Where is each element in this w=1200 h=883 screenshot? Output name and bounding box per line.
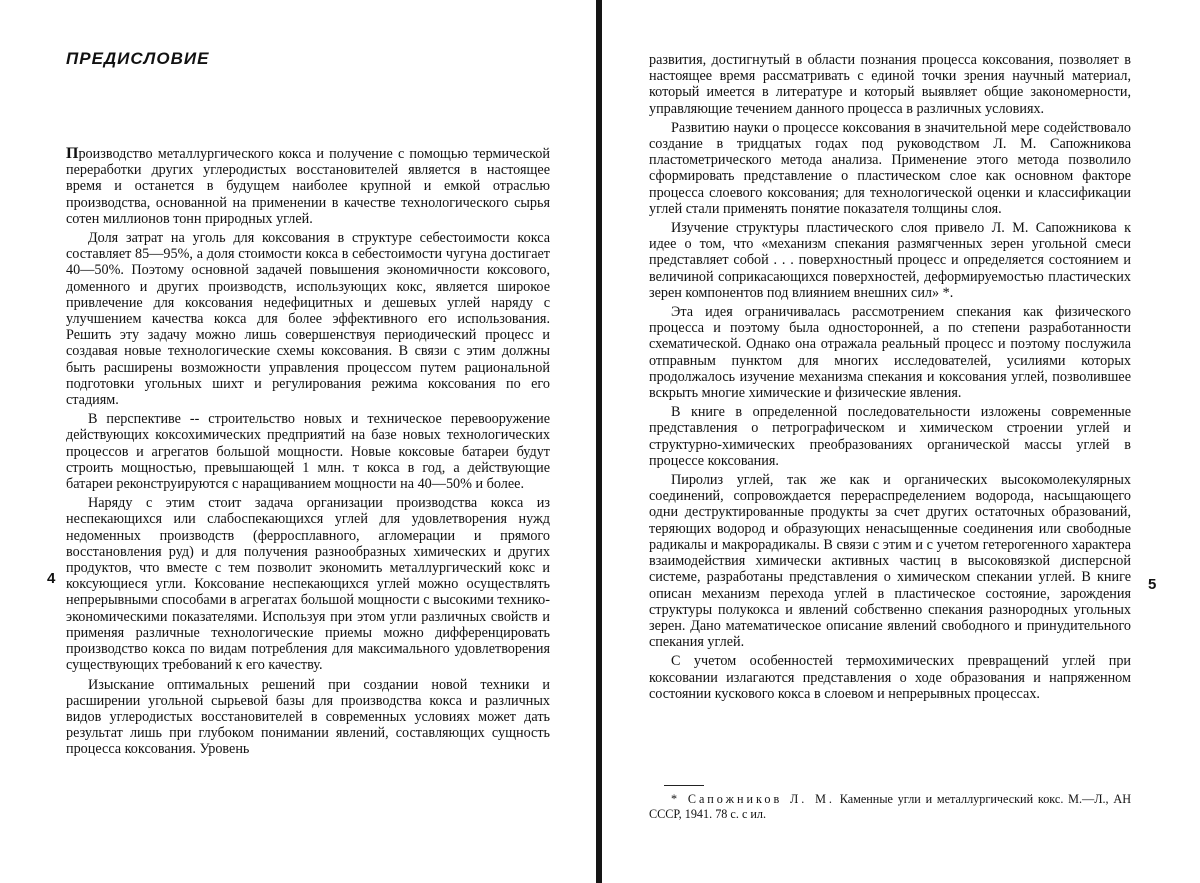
paragraph: Изучение структуры пластического слоя привело Л. М. Сапожникова к идее о том, что «механизм спекания размягченных зерен угольной смеси представляет собой . . . поверхностный процесс и определяется состоянием и величиной соприкасающихся поверхностей, деформируемостью пластических зерен компонентов под влиянием внешних сил» *. xyxy=(649,220,1131,301)
footnote xyxy=(649,792,1131,822)
paragraph: развития, достигнутый в области познания процесса коксования, позволяет в настоящее время рассматривать с единой точки зрения научный материал, который имеется в литературе и который выявляет общие закономерности, управляющие течением данного процесса в различных условиях. xyxy=(649,52,1131,117)
paragraph: В перспективе -- строительство новых и техническое перевооружение действующих коксохимических предприятий на базе новых технологических процессов и агрегатов большой мощности. Новые коксовые батареи будут строить мощностью, превышающей 1 млн. т кокса в год, а действующие батареи реконструируются с наращиванием мощности на 40—50% и более. xyxy=(66,411,550,493)
paragraph: Пиролиз углей, так же как и органических высокомолекулярных соединений, сопровождается перераспределением водорода, насыщающего одни деструктированные продукты за счет других остаточных образований, теряющих водород и образующих ненасыщенные соединения или свободные радикалы и макрорадикалы. В связи с этим и с учетом гетерогенного характера взаимодействия химически активных частиц в высоковязкой дисперсной системе, разработаны представления о химическом спекании углей. В книге описан механизм перехода углей в пластическое состояние, зарождения структуры полукокса и явлений собственно спекания разнородных угольных зерен. Дано математическое описание явлений свободного и принудительного спекания углей. xyxy=(649,472,1131,651)
paragraph: Изыскание оптимальных решений при создании новой техники и расширении угольной сырьевой базы для производства кокса и различных видов углеродистых восстановителей в современных условиях может дать результат лишь при глубоком понимании явлений, составляющих сущность процесса коксования. Уровень xyxy=(66,676,550,758)
footnote-author: * Сапожников Л. М. xyxy=(671,792,835,806)
left-page xyxy=(0,0,596,883)
paragraph-text: роизводство металлургического кокса и получение с помощью термической переработки других углеродистых восстановителей является в настоящее время и останется в будущем наиболее крупной и емкой отраслью производства, основанной на применении в качестве технологического сырья сотен миллионов тонн природных углей. xyxy=(66,146,550,227)
drop-cap-letter: П xyxy=(66,145,79,162)
paragraph: Эта идея ограничивалась рассмотрением спекания как физического процесса и поэтому была односторонней, а по степени разработанности схематической. Однако она отражала реальный процесс и поэтому послужила отправным пунктом для многих исследователей, усилиями которых продолжалось изучение механизма спекания и коксования углей, позволившее вскрыть многие химические и физические явления. xyxy=(649,304,1131,402)
left-text-column xyxy=(66,146,550,761)
footnote-text: Каменные угли и металлургический кокс. М.—Л., АН СССР, 1941. 78 с. с ил. xyxy=(649,792,1131,821)
paragraph xyxy=(66,146,550,227)
page-number: 4 xyxy=(47,570,56,587)
paragraph: В книге в определенной последовательности изложены современные представления о петрографическом и химическом строении углей и структурно-химических преобразованиях органической массы углей в процессе коксования. xyxy=(649,404,1131,469)
paragraph: Развитию науки о процессе коксования в значительной мере содействовало создание в тридцатых годах под руководством Л. М. Сапожникова пластометрического метода анализа. Применение этого метода позволило сформировать представление о пластическом слое как основном факторе процесса слоевого коксования; для технологической оценки и классификации углей стали применять понятие показателя толщины слоя. xyxy=(649,119,1131,217)
footnote-divider xyxy=(664,785,704,786)
right-text-column xyxy=(649,52,1131,705)
paragraph: Доля затрат на уголь для коксования в структуре себестоимости кокса составляет 85—95%, а доля стоимости кокса в себестоимости чугуна достигает 40—50%. Поэтому основной задачей повышения экономичности коксового, доменного и других производств, использующих кокс, является широкое привлечение для коксования недефицитных и дешевых углей наряду с улучшением качества кокса для более эффективного его использования. Решить эту задачу можно лишь совершенствуя периодический процесс и создавая новые технологические схемы коксования. В связи с этим должны быть расширены возможности управления процессом путем рациональной подготовки угольных шихт и регулирования режима коксования по его стадиям. xyxy=(66,230,550,409)
right-page xyxy=(602,0,1200,883)
page-number: 5 xyxy=(1148,576,1157,593)
preface-heading: ПРЕДИСЛОВИЕ xyxy=(66,49,210,68)
paragraph: Наряду с этим стоит задача организации производства кокса из неспекающихся или слабоспекающихся углей для удовлетворения нужд недоменных производств (ферросплавного, агломерации и прямого восстановления руд) и для получения разнообразных химических и других продуктов, что вместе с тем позволит экономить металлургический кокс и коксующиеся угли. Коксование неспекающихся углей можно осуществлять непрерывными способами в агрегатах большой мощности с высокими технико-экономическими показателями. Используя при этом угли различных свойств и применяя различные технологические приемы можно дифференцировать производство кокса по видам потребления для максимального удовлетворения существующих требований к его качеству. xyxy=(66,495,550,674)
paragraph: С учетом особенностей термохимических превращений углей при коксовании излагаются представления о ходе образования и напряженном состоянии кускового кокса в слоевом и непрерывных процессах. xyxy=(649,653,1131,702)
